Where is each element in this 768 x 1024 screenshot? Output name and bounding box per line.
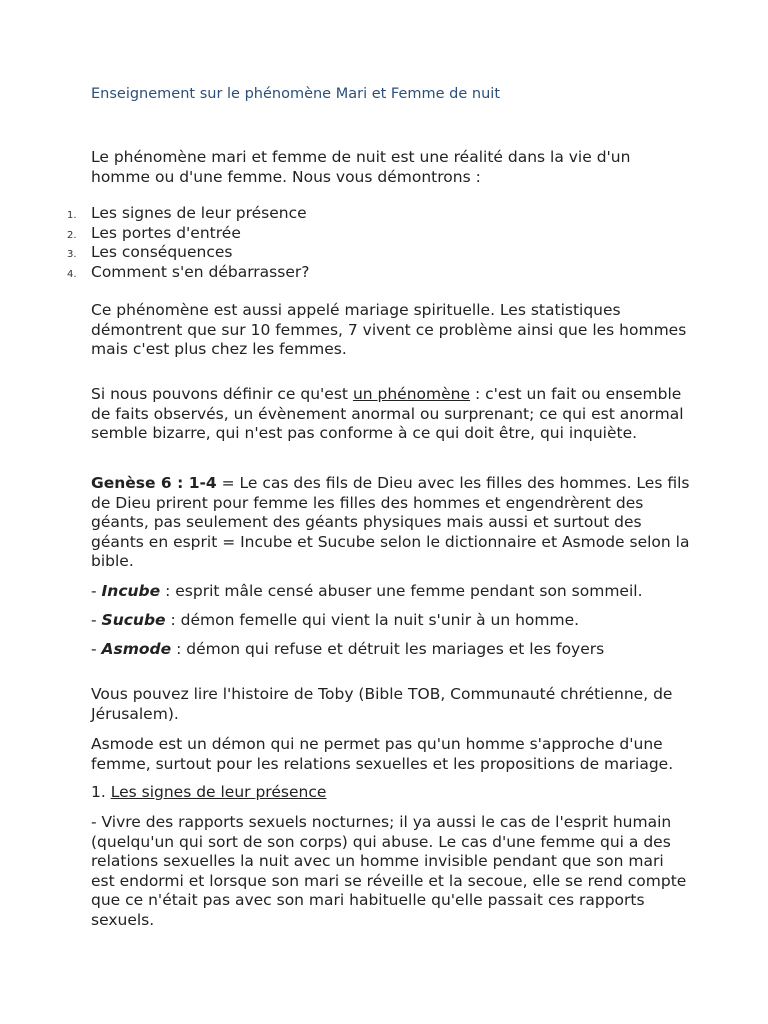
dash: - bbox=[91, 582, 102, 600]
list-item-text: Les portes d'entrée bbox=[91, 223, 241, 242]
list-item-text: Les conséquences bbox=[91, 243, 233, 261]
list-item bbox=[67, 243, 309, 263]
list-item bbox=[67, 262, 310, 283]
spiritual-marriage-paragraph: Ce phénomène est aussi appelé mariage spirituelle. Les statistiques démontrent que sur 10 femmes, 7 vivent ce problème ainsi que les hommes mais c'est plus chez les femmes. bbox=[91, 301, 687, 358]
genesis-text: = Le cas des fils de Dieu avec les filles des hommes. Les fils de Dieu prirent pour femme les filles des hommes et engendrèrent des géants, pas seulement des géants physiques mais aussi et surtout des géants en esprit = Incube et Sucube selon le dictionnaire et Asmode selon la bible. bbox=[91, 474, 690, 570]
term-asmode: Asmode bbox=[101, 640, 172, 658]
signs-paragraph: - Vivre des rapports sexuels nocturnes; il ya aussi le cas de l'esprit humain (quelqu'un qui sort de son corps) qui abuse. Le cas d'une femme qui a des relations sexuelles la nuit avec un homme invisible pendant que son mari est endormi et lorsque son mari se réveille et la secoue, elle se rend compte que ce n'était pas avec son mari habituelle qu'elle passait ces rapports sexuels. bbox=[91, 813, 687, 929]
section-title: Les signes de leur présence bbox=[110, 783, 327, 801]
list-item-text: Les signes de leur présence bbox=[91, 204, 307, 222]
genesis-paragraph bbox=[91, 474, 691, 572]
definition-rest: : c'est un fait ou ensemble de faits observés, un évènement anormal ou surprenant; ce qui est anormal semble bizarre, qui n'est pas conforme à ce qui doit être, qui inquiète. bbox=[91, 385, 684, 442]
toby-paragraph: Vous pouvez lire l'histoire de Toby (Bible TOB, Communauté chrétienne, de Jérusalem). bbox=[91, 685, 673, 723]
definition-text: : démon qui refuse et détruit les mariages et les foyers bbox=[171, 640, 605, 658]
term-sucube: Sucube bbox=[101, 611, 166, 629]
list-item bbox=[67, 223, 309, 244]
definition-paragraph bbox=[91, 385, 691, 444]
list-number: 4. bbox=[67, 268, 77, 280]
list-number: 3. bbox=[67, 249, 77, 260]
document-title: Enseignement sur le phénomène Mari et Femme de nuit bbox=[91, 86, 501, 102]
section-number: 1. bbox=[91, 783, 111, 801]
definition-sucube bbox=[91, 611, 691, 631]
definition-text: : esprit mâle censé abuser une femme pendant son sommeil. bbox=[160, 582, 643, 600]
definition-asmode bbox=[91, 640, 691, 660]
genesis-reference: Genèse 6 : 1-4 bbox=[91, 474, 217, 492]
section-heading-signs bbox=[91, 783, 691, 803]
term-incube: Incube bbox=[101, 582, 161, 600]
list-item-text: Comment s'en débarrasser? bbox=[91, 262, 310, 281]
definition-incube bbox=[91, 582, 691, 602]
outline-list bbox=[67, 204, 310, 282]
list-item bbox=[67, 204, 309, 224]
definition-text: : démon femelle qui vient la nuit s'unir à un homme. bbox=[165, 611, 580, 629]
list-number: 2. bbox=[67, 229, 77, 241]
asmode-paragraph: Asmode est un démon qui ne permet pas qu'un homme s'approche d'une femme, surtout pour les relations sexuelles et les propositions de mariage. bbox=[91, 735, 674, 773]
dash: - bbox=[91, 640, 102, 658]
dash: - bbox=[91, 611, 102, 629]
intro-paragraph: Le phénomène mari et femme de nuit est une réalité dans la vie d'un homme ou d'une femme. Nous vous démontrons : bbox=[91, 148, 631, 186]
list-number: 1. bbox=[67, 210, 77, 221]
phenomenon-term: un phénomène bbox=[352, 385, 471, 403]
definition-lead: Si nous pouvons définir ce qu'est bbox=[91, 385, 353, 403]
